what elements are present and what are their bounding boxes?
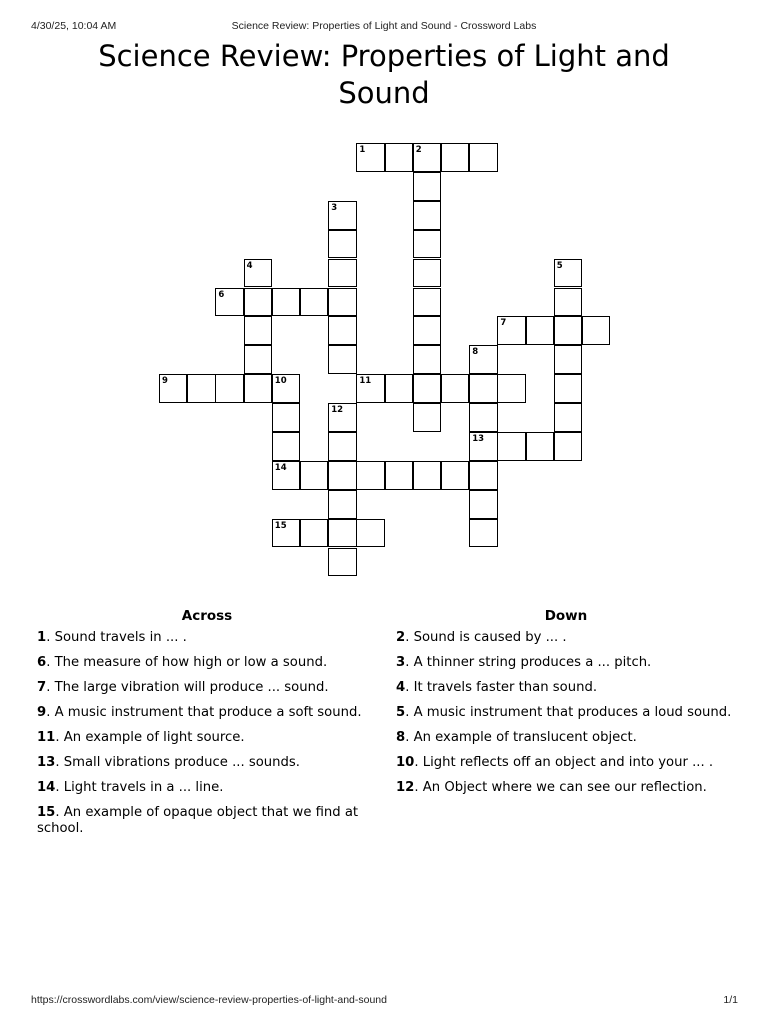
clue-text: . The large vibration will produce ... sound.: [46, 680, 329, 695]
grid-cell[interactable]: [469, 461, 497, 490]
clue-text: . A thinner string produces a ... pitch.: [405, 655, 652, 670]
down-clue: [396, 730, 736, 746]
clue-text: . Small vibrations produce ... sounds.: [55, 755, 300, 770]
grid-cell[interactable]: [244, 345, 272, 374]
grid-cell[interactable]: [497, 316, 525, 345]
clue-number: 1: [37, 630, 47, 645]
grid-cell[interactable]: [497, 374, 525, 403]
grid-cell[interactable]: [554, 288, 582, 317]
grid-cell[interactable]: [526, 316, 554, 345]
clue-number-label: 7: [500, 318, 507, 329]
clue-number-label: 1: [359, 145, 366, 155]
clue-number-label: 2: [415, 145, 422, 155]
grid-cell[interactable]: [356, 374, 384, 403]
grid-cell[interactable]: [413, 345, 441, 374]
clue-text: . A music instrument that produces a loud sound.: [405, 705, 732, 720]
across-clues: [37, 608, 377, 846]
grid-cell[interactable]: [187, 374, 215, 403]
clue-number-label: 10: [274, 376, 287, 387]
grid-cell[interactable]: [328, 490, 356, 519]
grid-cell[interactable]: [272, 432, 300, 461]
down-heading: Down: [544, 608, 588, 624]
grid-cell[interactable]: [469, 490, 497, 519]
across-clue: [37, 805, 377, 837]
grid-cell[interactable]: [441, 143, 469, 172]
clue-number: 3: [396, 655, 406, 670]
clue-number-label: 3: [331, 202, 338, 213]
grid-cell[interactable]: [413, 143, 441, 172]
grid-cell[interactable]: [328, 201, 356, 230]
grid-cell[interactable]: [356, 519, 384, 548]
grid-cell[interactable]: [272, 403, 300, 432]
grid-cell[interactable]: [385, 374, 413, 403]
clue-number: 12: [396, 780, 415, 795]
clue-number: 15: [37, 805, 56, 820]
down-clue: [396, 655, 736, 671]
clue-text: . An example of light source.: [55, 730, 245, 745]
across-heading: Across: [181, 608, 233, 624]
grid-cell[interactable]: [215, 374, 243, 403]
grid-cell[interactable]: [441, 461, 469, 490]
grid-cell[interactable]: [328, 288, 356, 317]
clue-text: . A music instrument that produce a soft sound.: [46, 705, 362, 720]
grid-cell[interactable]: [413, 461, 441, 490]
clue-number-label: 14: [274, 462, 287, 473]
clue-number: 8: [396, 730, 406, 745]
grid-cell[interactable]: [328, 230, 356, 259]
grid-cell[interactable]: [469, 345, 497, 374]
grid-cell[interactable]: [413, 172, 441, 201]
grid-cell[interactable]: [469, 403, 497, 432]
clue-number-label: 6: [218, 289, 225, 300]
down-clue: [396, 780, 736, 796]
down-clue: [396, 705, 736, 721]
grid-cell[interactable]: [469, 143, 497, 172]
grid-cell[interactable]: [328, 259, 356, 288]
grid-cell[interactable]: [413, 288, 441, 317]
clue-text: . It travels faster than sound.: [405, 680, 598, 695]
across-clue: [37, 780, 377, 796]
clue-text: . An Object where we can see our reflection.: [414, 780, 707, 795]
clue-number: 10: [396, 755, 415, 770]
clue-number-label: 15: [274, 520, 287, 531]
clue-number-label: 5: [556, 260, 563, 271]
grid-cell[interactable]: [272, 288, 300, 317]
clue-text: . Sound is caused by ... .: [405, 630, 567, 645]
grid-cell[interactable]: [159, 374, 187, 403]
grid-cell[interactable]: [328, 403, 356, 432]
grid-cell[interactable]: [413, 374, 441, 403]
down-clue: [396, 680, 736, 696]
grid-cell[interactable]: [328, 316, 356, 345]
grid-cell[interactable]: [356, 143, 384, 172]
grid-cell[interactable]: [554, 259, 582, 288]
grid-cell[interactable]: [413, 201, 441, 230]
grid-cell[interactable]: [244, 374, 272, 403]
print-url: https://crosswordlabs.com/view/science-review-properties-of-light-and-sound: [31, 994, 387, 1006]
grid-cell[interactable]: [554, 374, 582, 403]
grid-cell[interactable]: [244, 288, 272, 317]
grid-cell[interactable]: [300, 288, 328, 317]
grid-cell[interactable]: [413, 259, 441, 288]
grid-cell[interactable]: [272, 461, 300, 490]
grid-cell[interactable]: [413, 230, 441, 259]
clue-number: 5: [396, 705, 406, 720]
clue-number: 7: [37, 680, 47, 695]
across-clue: [37, 730, 377, 746]
down-clues: [396, 608, 736, 805]
print-datetime: 4/30/25, 10:04 AM: [31, 20, 117, 32]
clue-number: 2: [396, 630, 406, 645]
grid-cell[interactable]: [244, 316, 272, 345]
down-clue: [396, 630, 736, 646]
grid-cell[interactable]: [554, 432, 582, 461]
across-clue: [37, 705, 377, 721]
clue-number-label: 13: [472, 434, 485, 444]
grid-cell[interactable]: [215, 288, 243, 317]
across-clue: [37, 755, 377, 771]
across-clue: [37, 680, 377, 696]
clue-number-label: 11: [359, 376, 372, 387]
grid-cell[interactable]: [300, 461, 328, 490]
grid-cell[interactable]: [300, 519, 328, 548]
clue-text: . The measure of how high or low a sound.: [46, 655, 328, 670]
grid-cell[interactable]: [356, 461, 384, 490]
grid-cell[interactable]: [272, 519, 300, 548]
grid-cell[interactable]: [554, 345, 582, 374]
grid-cell[interactable]: [554, 316, 582, 345]
grid-cell[interactable]: [469, 519, 497, 548]
clue-number-label: 9: [162, 376, 168, 387]
clue-number: 6: [37, 655, 47, 670]
clue-number: 14: [37, 780, 56, 795]
grid-cell[interactable]: [328, 519, 356, 548]
grid-cell[interactable]: [554, 403, 582, 432]
grid-cell[interactable]: [413, 403, 441, 432]
clue-number-label: 12: [331, 405, 344, 416]
clue-number: 9: [37, 705, 47, 720]
clue-number: 4: [396, 680, 406, 695]
clue-text: . Light reflects off an object and into your ... .: [414, 755, 714, 770]
clue-text: . Sound travels in ... .: [46, 630, 187, 645]
across-clue: [37, 630, 377, 646]
puzzle-title: Science Review: Properties of Light and Sound: [98, 39, 670, 110]
grid-cell[interactable]: [441, 374, 469, 403]
grid-cell[interactable]: [469, 432, 497, 461]
grid-cell[interactable]: [244, 259, 272, 288]
grid-cell[interactable]: [328, 461, 356, 490]
clue-number: 11: [37, 730, 56, 745]
grid-cell[interactable]: [413, 316, 441, 345]
grid-cell[interactable]: [328, 432, 356, 461]
grid-cell[interactable]: [272, 374, 300, 403]
grid-cell[interactable]: [526, 432, 554, 461]
grid-cell[interactable]: [328, 548, 356, 577]
grid-cell[interactable]: [497, 432, 525, 461]
grid-cell[interactable]: [469, 374, 497, 403]
grid-cell[interactable]: [328, 345, 356, 374]
grid-cell[interactable]: [385, 461, 413, 490]
clue-number: 13: [37, 755, 56, 770]
grid-cell[interactable]: [385, 143, 413, 172]
clue-text: . An example of opaque object that we find at school.: [37, 805, 359, 836]
clue-text: . An example of translucent object.: [405, 730, 637, 745]
down-clue: [396, 755, 736, 771]
clue-number-label: 8: [472, 347, 479, 358]
print-page-count: 1/1: [723, 994, 738, 1006]
grid-cell[interactable]: [582, 316, 610, 345]
clue-number-label: 4: [246, 260, 253, 271]
clue-text: . Light travels in a ... line.: [55, 780, 224, 795]
across-clue: [37, 655, 377, 671]
print-page-title: Science Review: Properties of Light and Sound - Crossword Labs: [231, 20, 537, 32]
